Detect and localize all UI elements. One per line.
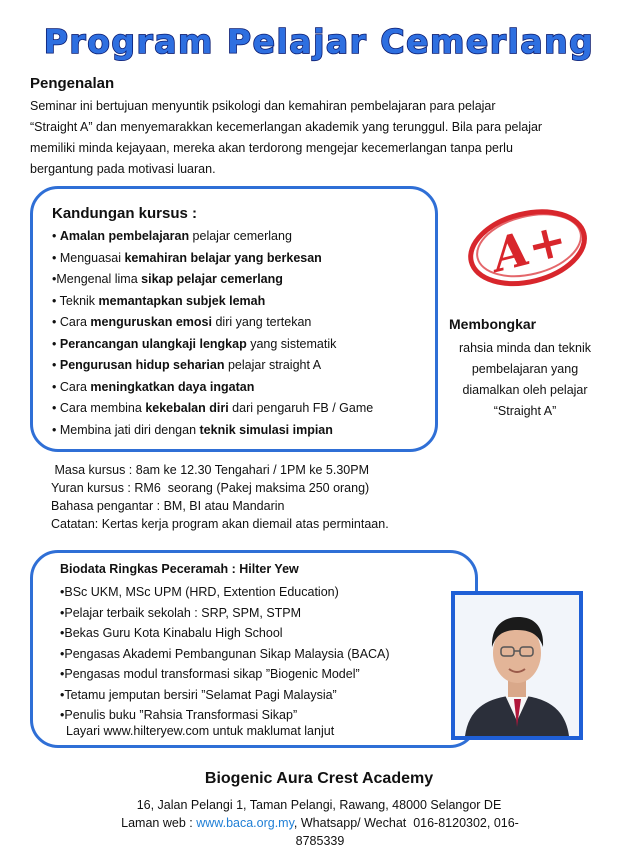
course-time: Masa kursus : 8am ke 12.30 Tengahari / 1PM ke 5.30PM <box>51 463 369 477</box>
intro-line: memiliki minda kejayaan, mereka akan terdorong mengejar kecemerlangan tanpa perlu <box>30 141 513 155</box>
list-item: • Cara membina kekebalan diri dari pengaruh FB / Game <box>52 401 374 415</box>
intro-line: “Straight A” dan menyemarakkan kecemerlangan akademik yang terunggul. Bila para pelajar <box>30 120 543 134</box>
side-text: rahsia minda dan teknik pembelajaran yang diamalkan oleh pelajar “Straight A” <box>458 341 592 418</box>
course-content-list <box>52 226 373 441</box>
course-language: Bahasa pengantar : BM, BI atau Mandarin <box>51 499 285 513</box>
grade-a-plus-icon <box>455 185 605 300</box>
list-item: • Cara meningkatkan daya ingatan <box>52 379 255 394</box>
speaker-bio-list <box>60 582 390 726</box>
organization-contact <box>60 814 580 850</box>
course-fee: Yuran kursus : RM6 seorang (Pakej maksima 250 orang) <box>51 481 370 495</box>
page-title <box>0 18 638 64</box>
list-item: • Perancangan ulangkaji lengkap yang sistematik <box>52 336 337 351</box>
list-item: •Pengasas modul transformasi sikap ”Biogenic Model” <box>60 667 360 681</box>
list-item: •Pelajar terbaik sekolah : SRP, SPM, STPM <box>60 605 302 620</box>
list-item: • Amalan pembelajaran pelajar cemerlang <box>52 229 292 243</box>
web-label: Laman web : <box>121 816 197 830</box>
list-item: •Penulis buku ”Rahsia Transformasi Sikap” <box>60 708 298 722</box>
course-note: Catatan: Kertas kerja program akan diemail atas permintaan. <box>51 517 389 531</box>
list-item: •Mengenal lima sikap pelajar cemerlang <box>52 272 283 286</box>
phone-numbers-cont: 8785339 <box>295 834 345 848</box>
list-item: • Teknik memantapkan subjek lemah <box>52 293 266 308</box>
intro-line: bergantung pada motivasi luaran. <box>30 162 216 176</box>
intro-paragraph <box>30 96 620 180</box>
intro-heading: Pengenalan <box>30 75 115 92</box>
organization-address: 16, Jalan Pelangi 1, Taman Pelangi, Rawang, 48000 Selangor DE <box>136 798 502 812</box>
course-content-heading: Kandungan kursus : <box>52 205 198 222</box>
grade-text: A+ <box>486 212 573 283</box>
speaker-portrait-icon <box>455 595 579 736</box>
list-item: • Membina jati diri dengan teknik simulasi impian <box>52 422 333 437</box>
website-link[interactable]: www.baca.org.my <box>196 816 294 830</box>
phone-numbers: , Whatsapp/ Wechat 016-8120302, 016- <box>293 816 519 830</box>
list-item: •Bekas Guru Kota Kinabalu High School <box>60 626 283 640</box>
list-item: •Tetamu jemputan bersiri ”Selamat Pagi Malaysia” <box>60 687 337 702</box>
organization-name: Biogenic Aura Crest Academy <box>204 770 434 787</box>
speaker-bio-heading: Biodata Ringkas Peceramah : Hilter Yew <box>60 562 299 576</box>
side-heading: Membongkar <box>449 316 537 332</box>
course-info <box>51 461 389 533</box>
speaker-website-line: Layari www.hilteryew.com untuk maklumat lanjut <box>66 724 335 738</box>
list-item: •BSc UKM, MSc UPM (HRD, Extention Education) <box>60 585 339 599</box>
list-item: • Pengurusan hidup seharian pelajar straight A <box>52 358 322 372</box>
list-item: • Menguasai kemahiran belajar yang berkesan <box>52 250 322 265</box>
intro-line: Seminar ini bertujuan menyuntik psikologi dan kemahiran pembelajaran para pelajar <box>30 99 496 113</box>
speaker-photo <box>451 591 583 740</box>
list-item: •Pengasas Akademi Pembangunan Sikap Malaysia (BACA) <box>60 646 390 661</box>
list-item: • Cara menguruskan emosi diri yang tertekan <box>52 315 312 329</box>
title-graphic <box>19 18 619 64</box>
title-text: Program Pelajar Cemerlang <box>43 22 595 61</box>
